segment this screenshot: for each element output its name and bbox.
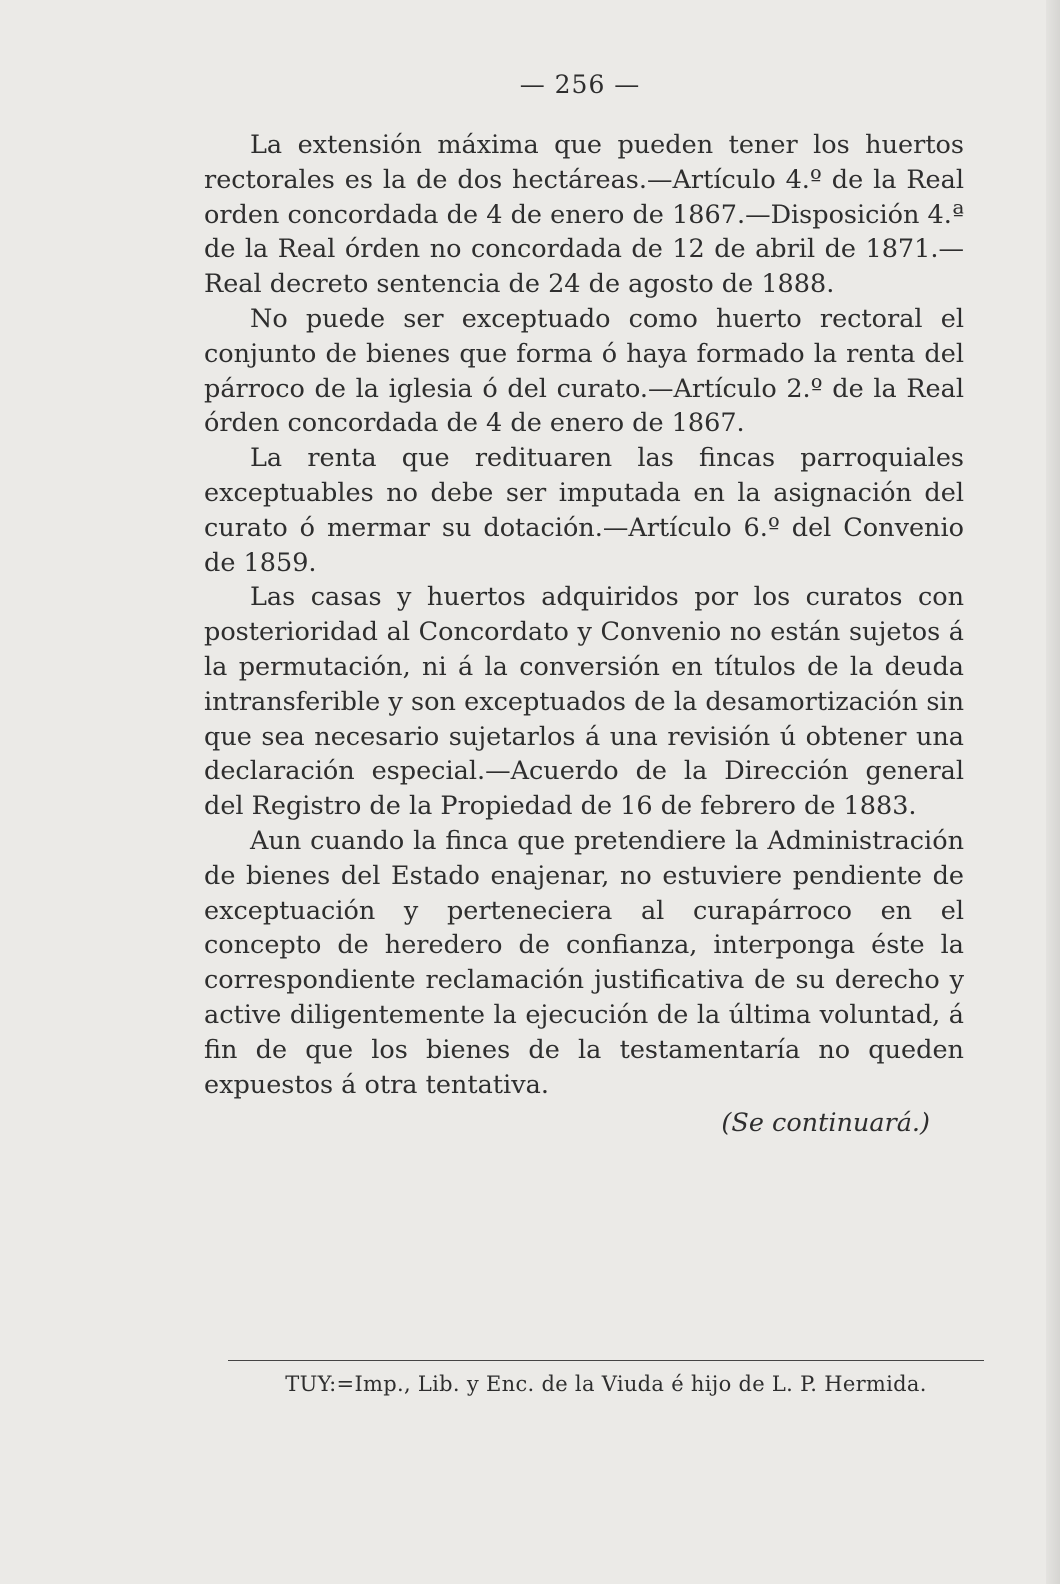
page-edge [1046,0,1060,1584]
paragraph: Las casas y huertos adquiridos por los curatos con posterioridad al Concordato y Convenio no están sujetos á la permutación, ni á la conversión en títulos de la deuda intransferible y son exceptuados de la desamortización sin que sea necesario sujetarlos á una revisión ú obtener una declaración especial.—Acuerdo de la Dirección general del Registro de la Propiedad de 16 de febrero de 1883. [204,582,964,822]
continuation-note: (Se continuará.) [721,1108,930,1138]
footer-divider [228,1360,984,1361]
printer-imprint: TUY:=Imp., Lib. y Enc. de la Viuda é hijo de L. P. Hermida. [285,1372,927,1396]
page-number: — 256 — [519,70,641,99]
body-text [204,128,964,1102]
paragraph: La renta que redituaren las fincas parroquiales exceptuables no debe ser imputada en la asignación del curato ó mermar su dotación.—Artículo 6.º del Convenio de 1859. [204,443,964,578]
paragraph: No puede ser exceptuado como huerto rectoral el conjunto de bienes que forma ó haya formado la renta del párroco de la iglesia ó del curato.—Artículo 2.º de la Real órden concordada de 4 de enero de 1867. [204,303,964,439]
paragraph: Aun cuando la finca que pretendiere la Administración de bienes del Estado enajenar, no estuviere pendiente de exceptuación y perteneciera al curapárroco en el concepto de heredero de confianza, interponga éste la correspondiente reclamación justificativa de su derecho y active diligentemente la ejecución de la última voluntad, á fin de que los bienes de la testamentaría no queden expuestos á otra tentativa. [204,825,964,1100]
paragraph: La extensión máxima que pueden tener los huertos rectorales es la de dos hectáreas.—Artículo 4.º de la Real orden concordada de 4 de enero de 1867.—Disposición 4.ª de la Real órden no concordada de 12 de abril de 1871.—Real decreto sentencia de 24 de agosto de 1888. [204,130,964,300]
